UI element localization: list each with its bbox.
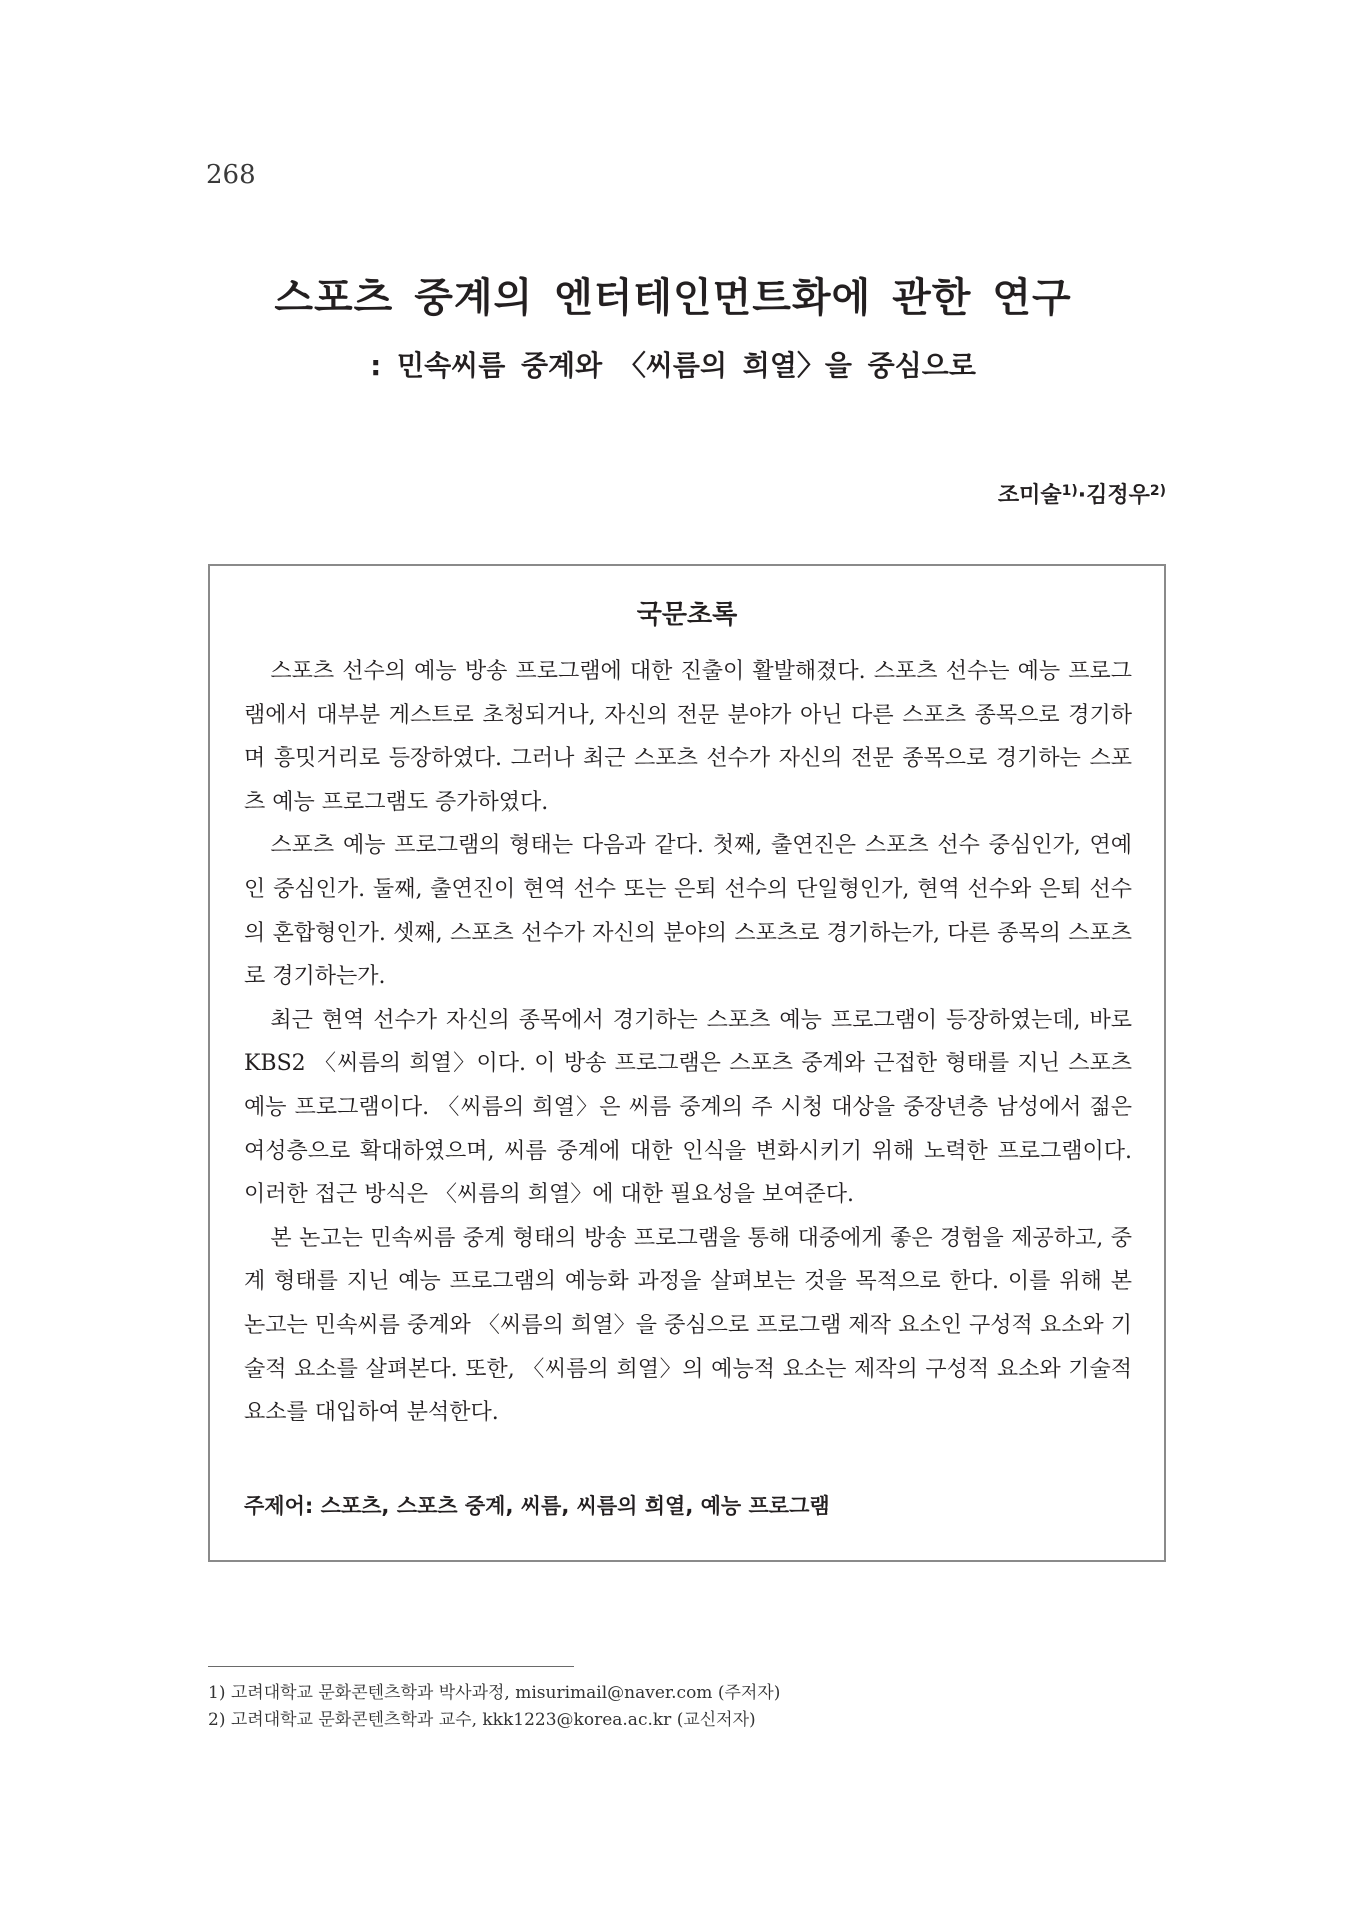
footnote-marker[interactable]: 1): [1061, 483, 1078, 499]
footnotes: [208, 1680, 780, 1734]
author-separator: ·: [1077, 483, 1087, 508]
keywords: 주제어: 스포츠, 스포츠 중계, 씨름, 씨름의 희열, 예능 프로그램: [244, 1494, 830, 1518]
abstract-paragraph: 스포츠 선수의 예능 방송 프로그램에 대한 진출이 활발해졌다. 스포츠 선수는 예능 프로그램에서 대부분 게스트로 초청되거나, 자신의 전문 분야가 아닌 다른 스포츠 종목으로 경기하며 흥밋거리로 등장하였다. 그러나 최근 스포츠 선수가 자신의 전문 종목으로 경기하는 스포츠 예능 프로그램도 증가하였다.: [244, 659, 1132, 815]
footnote: 1) 고려대학교 문화콘텐츠학과 박사과정, misurimail@naver.com (주저자): [208, 1683, 781, 1703]
abstract-paragraph: 최근 현역 선수가 자신의 종목에서 경기하는 스포츠 예능 프로그램이 등장하였는데, 바로 KBS2 〈씨름의 희열〉이다. 이 방송 프로그램은 스포츠 중계와 근접한 형태를 지닌 스포츠 예능 프로그램이다. 〈씨름의 희열〉은 씨름 중계의 주 시청 대상을 중장년층 남성에서 젊은 여성층으로 확대하였으며, 씨름 중계에 대한 인식을 변화시키기 위해 노력한 프로그램이다. 이러한 접근 방식은 〈씨름의 희열〉에 대한 필요성을 보여준다.: [244, 1007, 1132, 1208]
footnote-divider: [208, 1666, 574, 1667]
abstract-box: [208, 564, 1166, 1562]
abstract-paragraph: 본 논고는 민속씨름 중계 형태의 방송 프로그램을 통해 대중에게 좋은 경험을 제공하고, 중계 형태를 지닌 예능 프로그램의 예능화 과정을 살펴보는 것을 목적으로 한다. 이를 위해 본 논고는 민속씨름 중계와 〈씨름의 희열〉을 중심으로 프로그램 제작 요소인 구성적 요소와 기술적 요소를 살펴본다. 또한, 〈씨름의 희열〉의 예능적 요소는 제작의 구성적 요소와 기술적 요소를 대입하여 분석한다.: [244, 1225, 1132, 1426]
abstract-body: [244, 650, 1132, 1435]
author-line: [998, 478, 1166, 509]
footnote-marker[interactable]: 2): [1149, 483, 1166, 499]
abstract-paragraph: 스포츠 예능 프로그램의 형태는 다음과 같다. 첫째, 출연진은 스포츠 선수 중심인가, 연예인 중심인가. 둘째, 출연진이 현역 선수 또는 은퇴 선수의 단일형인가, 현역 선수와 은퇴 선수의 혼합형인가. 셋째, 스포츠 선수가 자신의 분야의 스포츠로 경기하는가, 다른 종목의 스포츠로 경기하는가.: [244, 833, 1132, 990]
paper-subtitle: : 민속씨름 중계와 〈씨름의 희열〉을 중심으로: [370, 349, 976, 382]
page-number: 268: [206, 160, 256, 190]
footnote: 2) 고려대학교 문화콘텐츠학과 교수, kkk1223@korea.ac.kr (교신저자): [208, 1710, 756, 1730]
paper-title: 스포츠 중계의 엔터테인먼트화에 관한 연구: [274, 275, 1072, 321]
author-name: 조미술: [997, 483, 1062, 508]
abstract-heading: 국문초록: [636, 600, 738, 630]
author-name: 김정우: [1086, 483, 1150, 508]
